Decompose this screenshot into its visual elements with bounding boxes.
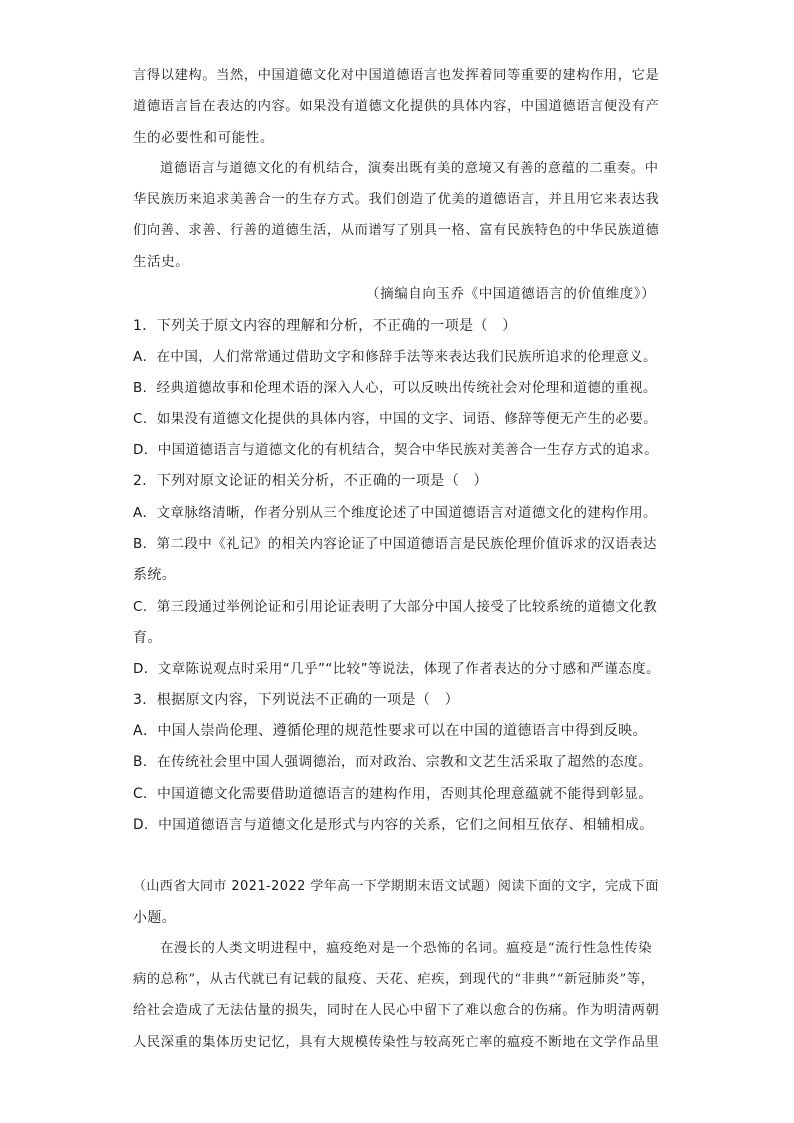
- question-option: B．第二段中《礼记》的相关内容论证了中国道德语言是民族伦理价值诉求的汉语表达: [133, 536, 657, 552]
- passage-line: 道德语言与道德文化的有机结合，演奏出既有美的意境又有善的意蕴的二重奏。中: [160, 161, 659, 176]
- question-option: 育。: [133, 630, 162, 646]
- question-stem: 1．下列关于原文内容的理解和分析，不正确的一项是（ ）: [133, 318, 517, 334]
- question-option: A．中国人崇尚伦理、遵循伦理的规范性要求可以在中国的道德语言中得到反映。: [133, 723, 647, 739]
- passage-line: 人民深重的集体历史记忆，具有大规模传染性与较高死亡率的瘟疫不断地在文学作品里: [133, 1035, 660, 1050]
- question-stem: 2．下列对原文论证的相关分析，不正确的一项是（ ）: [133, 473, 488, 489]
- passage-line: 生活史。: [133, 254, 190, 270]
- question-option: C．如果没有道德文化提供的具体内容，中国的文字、词语、修辞等便无产生的必要。: [133, 411, 658, 427]
- question-option: 系统。: [133, 567, 177, 583]
- question-option: D．中国道德语言与道德文化的有机结合，契合中华民族对美善合一生存方式的追求。: [133, 442, 659, 458]
- question-stem: 3．根据原文内容，下列说法不正确的一项是（ ）: [133, 692, 460, 708]
- passage-line: 道德语言旨在表达的内容。如果没有道德文化提供的具体内容，中国道德语言便没有产: [133, 99, 660, 114]
- question-option: B．在传统社会里中国人强调德治，而对政治、宗教和文艺生活采取了超然的态度。: [133, 754, 653, 770]
- section-intro: 小题。: [133, 910, 177, 926]
- question-option: B．经典道德故事和伦理术语的深入人心，可以反映出传统社会对伦理和道德的重视。: [133, 380, 657, 396]
- passage-line: 病的总称”，从古代就已有记载的鼠疫、天花、疟疾，到现代的“非典”“新冠肺炎”等，: [133, 972, 655, 987]
- passage-line: 在漫长的人类文明进程中，瘟疫绝对是一个恐怖的名词。瘟疫是“流行性急性传染: [160, 941, 653, 956]
- passage-source: （摘编自向玉乔《中国道德语言的价值维度》）: [366, 286, 656, 302]
- question-option: D．中国道德语言与道德文化是形式与内容的关系，它们之间相互依存、相辅相成。: [133, 817, 654, 833]
- section-intro: （山西省大同市 2021-2022 学年高一下学期期末语文试题）阅读下面的文字，完成下面: [133, 879, 659, 894]
- question-option: A．文章脉络清晰，作者分别从三个维度论述了中国道德语言对道德文化的建构作用。: [133, 505, 657, 521]
- question-option: A．在中国，人们常常通过借助文字和修辞手法等来表达我们民族所追求的伦理意义。: [133, 349, 657, 365]
- question-option: D．文章陈说观点时采用“几乎”“比较”等说法，体现了作者表达的分寸感和严谨态度。: [133, 661, 660, 677]
- question-option: C．第三段通过举例论证和引用论证表明了大部分中国人接受了比较系统的道德文化教: [133, 599, 658, 615]
- passage-line: 给社会造成了无法估量的损失，同时在人民心中留下了难以愈合的伤痛。作为明清两朝: [133, 1003, 660, 1018]
- passage-line: 言得以建构。当然，中国道德文化对中国道德语言也发挥着同等重要的建构作用，它是: [133, 68, 660, 83]
- passage-line: 们向善、求善、行善的道德生活，从而谱写了别具一格、富有民族特色的中华民族道德: [133, 223, 660, 238]
- passage-line: 生的必要性和可能性。: [133, 130, 274, 146]
- passage-line: 华民族历来追求美善合一的生存方式。我们创造了优美的道德语言，并且用它来表达我: [133, 192, 660, 207]
- question-option: C．中国道德文化需要借助道德语言的建构作用，否则其伦理意蕴就不能得到彰显。: [133, 786, 653, 802]
